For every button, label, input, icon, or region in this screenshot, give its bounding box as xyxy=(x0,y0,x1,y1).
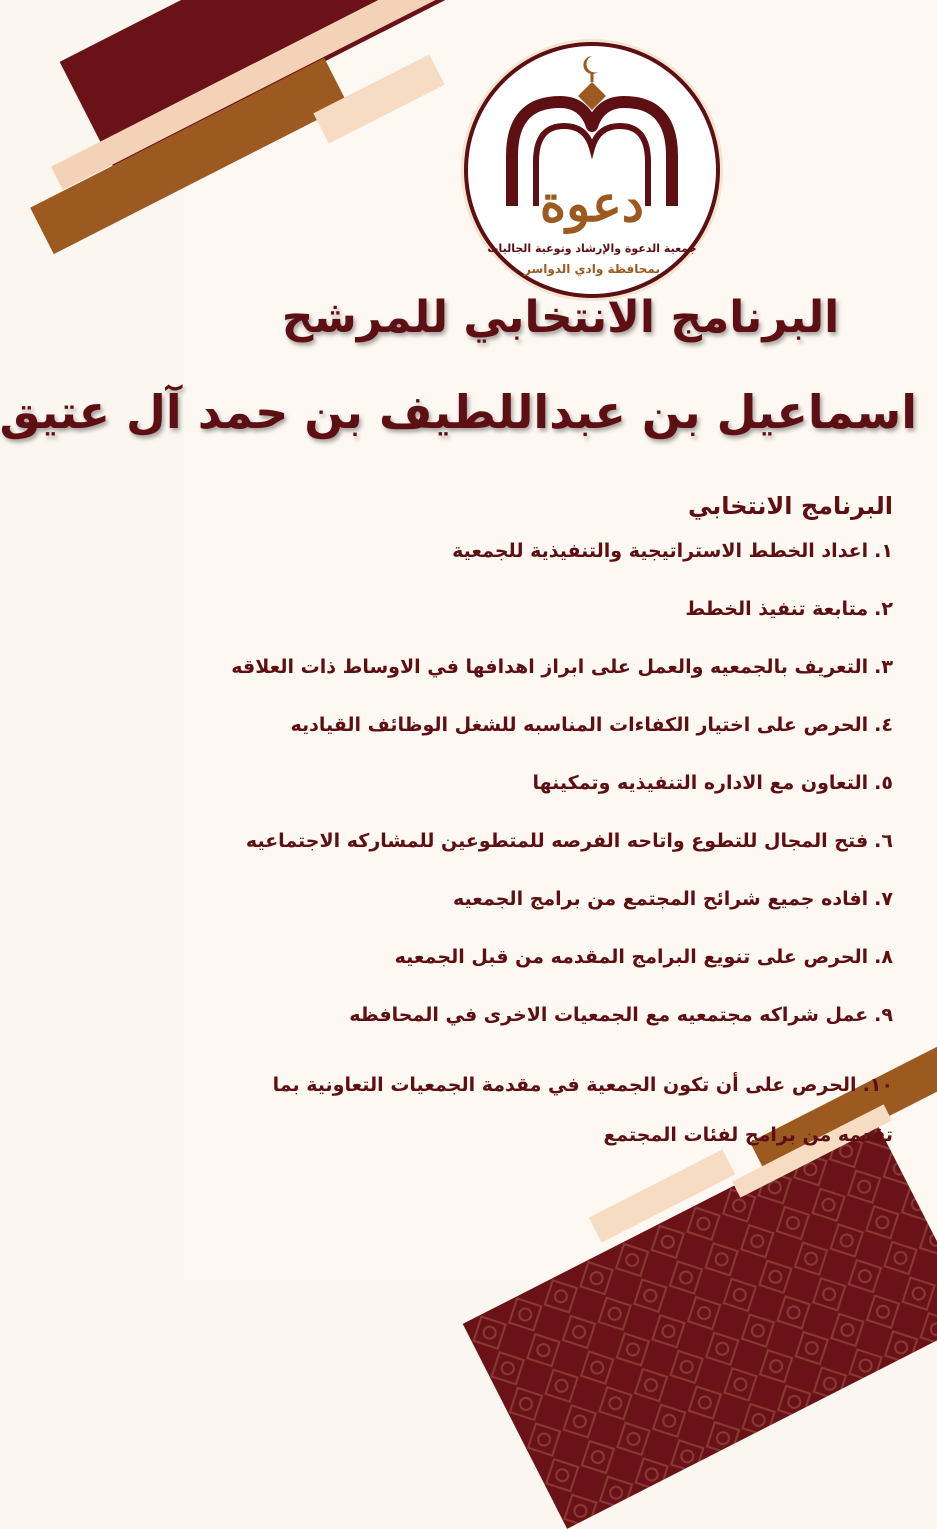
item-text: الحرص على اختيار الكفاءات المناسبه للشغل الوظائف القياديه xyxy=(290,714,869,736)
program-section xyxy=(223,492,893,1160)
item-number: ٢. xyxy=(874,598,893,620)
logo xyxy=(464,42,720,298)
list-item xyxy=(223,1060,893,1160)
item-text: فتح المجال للتطوع واتاحه الفرصه للمتطوعين للمشاركه الاجتماعيه xyxy=(245,830,869,852)
item-text: عمل شراكه مجتمعيه مع الجمعيات الاخرى في المحافظه xyxy=(349,1004,869,1026)
logo-subtitle: جمعية الدعوة والإرشاد وتوعية الجاليات xyxy=(487,242,697,255)
program-list xyxy=(223,538,893,1160)
list-item xyxy=(223,712,893,770)
candidate-name: اسماعيل بن عبداللطيف بن حمد آل عتيق xyxy=(0,385,917,439)
item-number: ١٠. xyxy=(862,1074,893,1096)
mosque-arch-icon xyxy=(468,46,716,294)
item-text: الحرص على تنويع البرامج المقدمه من قبل الجمعيه xyxy=(394,946,869,968)
list-item xyxy=(223,828,893,886)
item-text: اعداد الخطط الاستراتيجية والتنفيذية للجمعية xyxy=(452,540,869,562)
list-item xyxy=(223,654,893,712)
item-number: ٩. xyxy=(874,1004,893,1026)
logo-word: دعوة xyxy=(539,174,645,233)
list-item xyxy=(223,1002,893,1060)
item-number: ٥. xyxy=(874,772,893,794)
item-text: متابعة تنفيذ الخطط xyxy=(685,598,869,620)
item-text: الحرص على أن تكون الجمعية في مقدمة الجمعيات التعاونية بما تقدمه من برامج لفئات المجتمع xyxy=(272,1074,893,1146)
item-text: افاده جميع شرائح المجتمع من برامج الجمعيه xyxy=(453,888,869,910)
page-title: البرنامج الانتخابي للمرشح xyxy=(281,292,840,343)
list-item xyxy=(223,886,893,944)
list-item xyxy=(223,770,893,828)
item-text: التعريف بالجمعيه والعمل على ابراز اهدافها في الاوساط ذات العلاقه xyxy=(231,656,869,678)
list-item xyxy=(223,944,893,1002)
item-number: ٧. xyxy=(874,888,893,910)
program-heading: البرنامج الانتخابي xyxy=(687,492,893,520)
item-number: ١. xyxy=(874,540,893,562)
item-number: ٣. xyxy=(874,656,893,678)
item-number: ٦. xyxy=(874,830,893,852)
logo-location: بمحافظة وادي الدواسر xyxy=(523,262,660,276)
item-number: ٨. xyxy=(874,946,893,968)
list-item xyxy=(223,538,893,596)
item-text: التعاون مع الاداره التنفيذيه وتمكينها xyxy=(532,772,869,794)
list-item xyxy=(223,596,893,654)
item-number: ٤. xyxy=(874,714,893,736)
